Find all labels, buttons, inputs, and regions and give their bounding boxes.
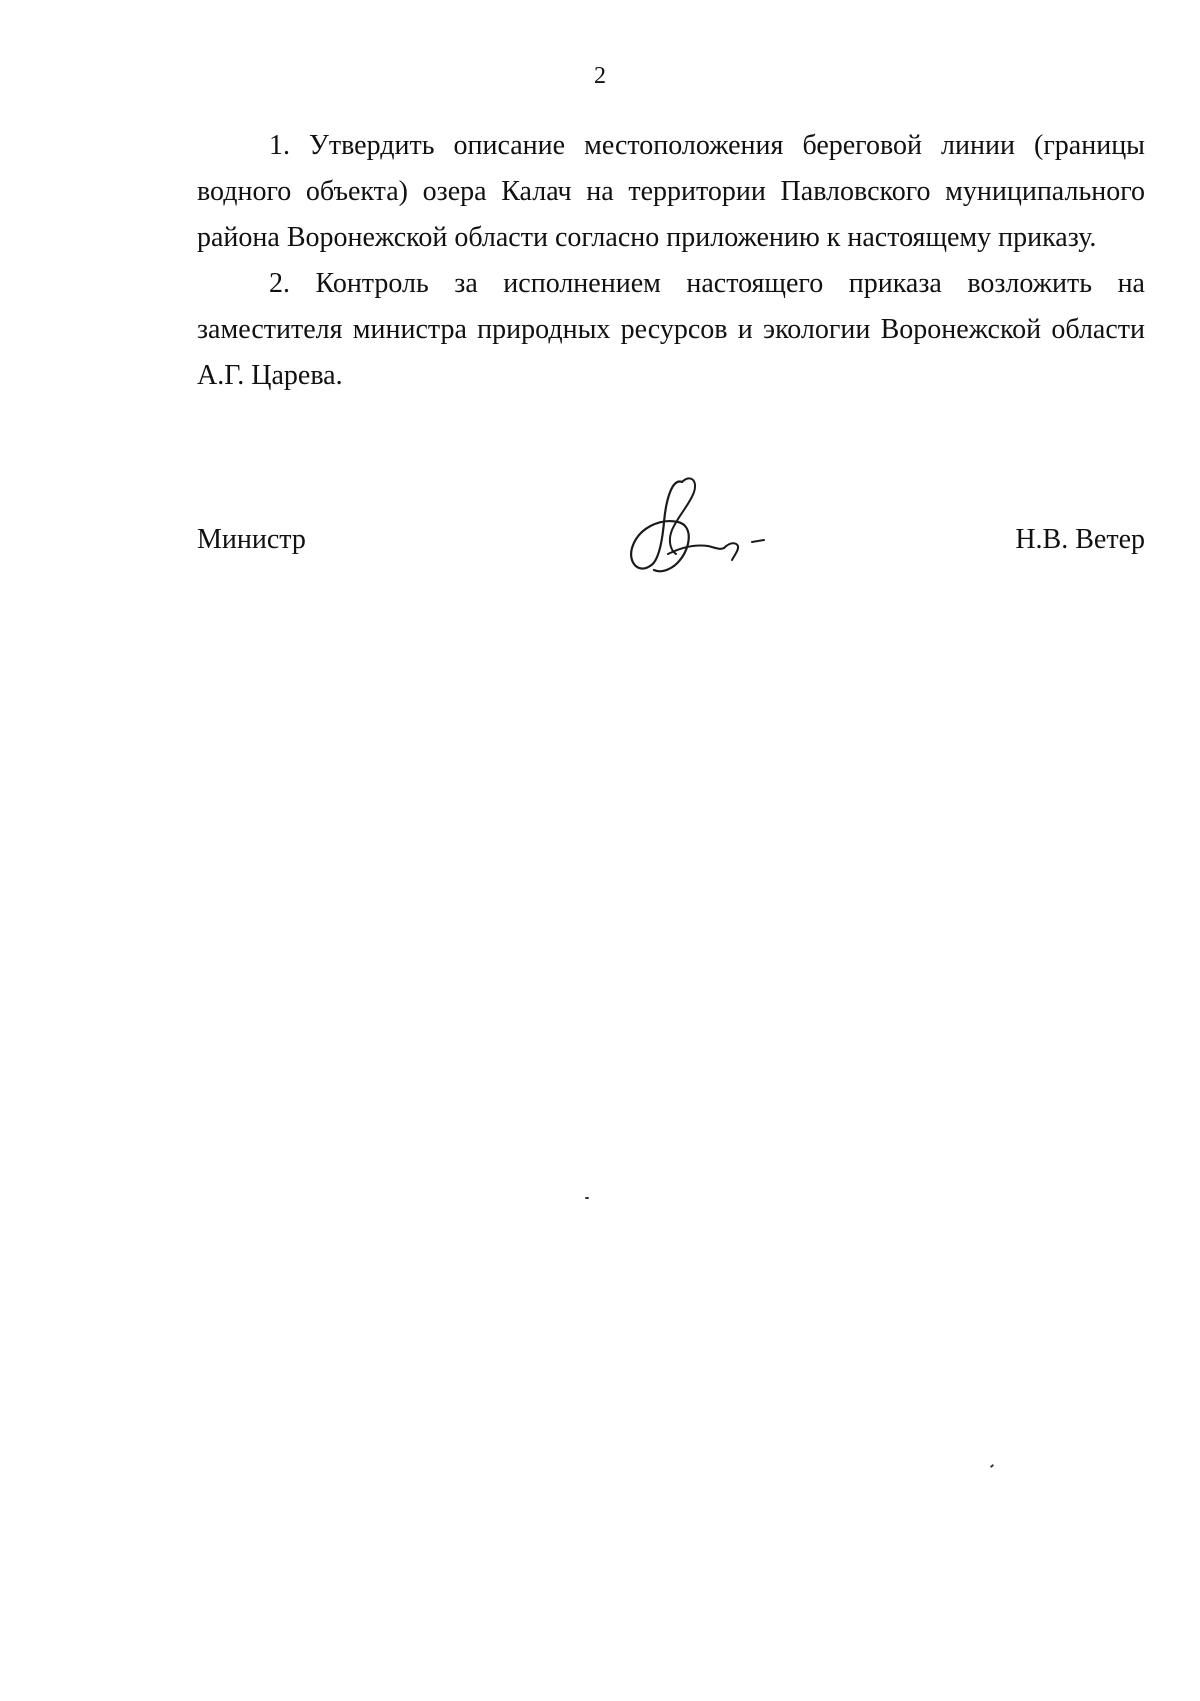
scan-speck (990, 1464, 994, 1468)
document-body (197, 123, 1145, 399)
handwritten-signature-icon (620, 470, 800, 590)
paragraph-control: 2. Контроль за исполнением настоящего приказа возложить на заместителя министра природных ресурсов и экологии Воронежской области А.Г. Царева. (197, 268, 1145, 391)
paragraph-approve: 1. Утвердить описание местоположения береговой линии (границы водного объекта) озера Калач на территории Павловского муниципального района Воронежской области согласно приложению к настоящему приказу. (197, 130, 1145, 253)
signatory-name: Н.В. Ветер (1015, 524, 1145, 555)
scan-speck (585, 1197, 589, 1199)
signatory-title: Министр (197, 524, 306, 555)
page-number: 2 (594, 63, 606, 89)
